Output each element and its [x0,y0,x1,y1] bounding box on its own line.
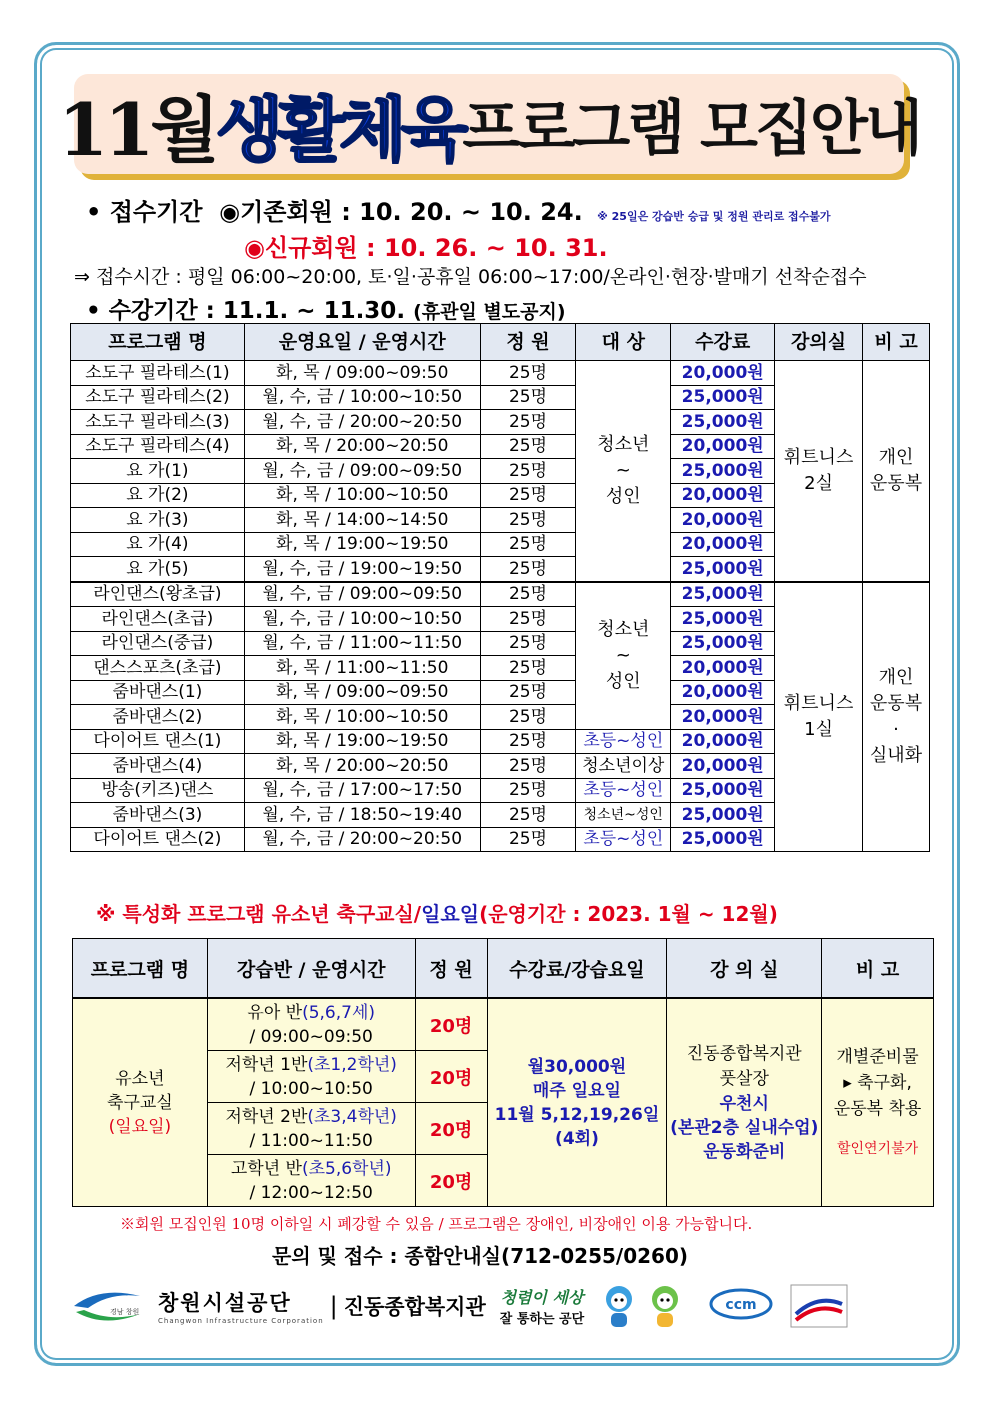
soccer-class: 저학년 1반(초1,2학년) / 10:00~10:50 [207,1051,415,1103]
program-fee: 20,000원 [671,361,775,386]
program-fee: 25,000원 [671,410,775,435]
program-capacity: 25명 [480,483,576,508]
program-fee: 20,000원 [671,656,775,681]
program-target: 초등~성인 [576,827,671,852]
program-capacity: 25명 [480,754,576,779]
soccer-program-name: 유소년 축구교실 (일요일) [73,998,208,1207]
program-row [71,361,930,386]
soccer-note: 개별준비물 ▸ 축구화, 운동복 착용 할인연기불가 [822,998,934,1207]
program-fee: 25,000원 [671,803,775,828]
program-time: 월, 수, 금 / 18:50~19:40 [244,803,480,828]
footer-divider: | [329,1292,338,1320]
program-fee: 25,000원 [671,827,775,852]
title-rest: 프로그램 모집안내 [462,94,920,164]
program-name: 요 가(2) [71,483,245,508]
program-capacity: 25명 [480,607,576,632]
program-name: 방송(키즈)댄스 [71,778,245,803]
program-capacity: 25명 [480,803,576,828]
program-name: 요 가(3) [71,508,245,533]
program-time: 화, 목 / 19:00~19:50 [244,729,480,754]
title-banner [58,74,920,174]
org2-name: 진동종합복지관 [343,1295,486,1319]
program-capacity: 25명 [480,508,576,533]
program-room: 휘트니스 1실 [775,582,863,852]
program-fee: 25,000원 [671,459,775,484]
program-capacity: 25명 [480,582,576,607]
program-note: 개인 운동복 · 실내화 [863,582,930,852]
program-time: 화, 목 / 09:00~09:50 [244,361,480,386]
program-name: 라인댄스(초급) [71,607,245,632]
soccer-room: 진동종합복지관 풋살장 우천시 (본관2층 실내수업) 운동화준비 [667,998,822,1207]
city-logo-icon [70,1284,144,1328]
program-time: 화, 목 / 20:00~20:50 [244,754,480,779]
program-time: 화, 목 / 19:00~19:50 [244,532,480,557]
program-name: 댄스스포츠(초급) [71,656,245,681]
program-target: 청소년이상 [576,754,671,779]
program-name: 라인댄스(중급) [71,631,245,656]
mascot-green-icon [646,1283,684,1329]
program-capacity: 25명 [480,459,576,484]
program-capacity: 25명 [480,827,576,852]
program-time: 월, 수, 금 / 09:00~09:50 [244,582,480,607]
program-capacity: 25명 [480,385,576,410]
program-fee: 25,000원 [671,385,775,410]
program-name: 소도구 필라테스(3) [71,410,245,435]
program-capacity: 25명 [480,410,576,435]
program-name: 다이어트 댄스(2) [71,827,245,852]
soccer-capacity: 20명 [415,1051,487,1103]
soccer-table-header: 프로그램 명 강습반 / 운영시간 정 원 수강료/강습요일 강 의 실 비 고 [73,939,934,999]
slogan: 청렴이 세상 잘 통하는 공단 [499,1288,585,1327]
program-fee: 25,000원 [671,607,775,632]
program-fee: 25,000원 [671,778,775,803]
footnote: ※회원 모집인원 10명 이하일 시 폐강할 수 있음 / 프로그램은 장애인, 비장애인 이용 가능합니다. [120,1215,753,1233]
program-target: 청소년~성인 [576,803,671,828]
svg-text:경남 창원: 경남 창원 [110,1308,140,1316]
program-note: 개인 운동복 [863,361,930,582]
program-fee: 20,000원 [671,680,775,705]
program-name: 다이어트 댄스(1) [71,729,245,754]
soccer-class: 유아 반(5,6,7세) / 09:00~09:50 [207,998,415,1051]
program-fee: 20,000원 [671,532,775,557]
registration-existing: • 접수기간 ◉기존회원 : 10. 20. ~ 10. 24. ※ 25일은 강습반 승급 및 정원 관리로 접수불가 [86,198,831,226]
soccer-table [72,938,934,1207]
program-time: 월, 수, 금 / 09:00~09:50 [244,459,480,484]
title-highlight: 생활체육 [215,88,463,171]
program-fee: 20,000원 [671,754,775,779]
footer [70,1280,940,1332]
soccer-capacity: 20명 [415,1155,487,1207]
program-name: 줌바댄스(4) [71,754,245,779]
program-capacity: 25명 [480,680,576,705]
program-fee: 25,000원 [671,582,775,607]
program-capacity: 25명 [480,631,576,656]
registration-hours: ⇒ 접수시간 : 평일 06:00~20:00, 토·일·공휴일 06:00~17:00/온라인·현장·발매기 선착순접수 [74,266,867,288]
program-capacity: 25명 [480,434,576,459]
program-time: 화, 목 / 10:00~10:50 [244,483,480,508]
program-name: 소도구 필라테스(2) [71,385,245,410]
program-table-header: 프로그램 명 운영요일 / 운영시간 정 원 대 상 수강료 강의실 비 고 [71,324,930,361]
mascot-blue-icon [600,1283,638,1329]
program-time: 월, 수, 금 / 17:00~17:50 [244,778,480,803]
program-capacity: 25명 [480,729,576,754]
program-name: 줌바댄스(1) [71,680,245,705]
program-fee: 25,000원 [671,631,775,656]
emblem-icon [790,1284,848,1328]
program-time: 월, 수, 금 / 10:00~10:50 [244,385,480,410]
title-month: 11월 [58,87,216,172]
program-row [71,582,930,607]
program-target: 청소년 ~ 성인 [576,582,671,730]
program-fee: 20,000원 [671,434,775,459]
program-capacity: 25명 [480,557,576,582]
program-capacity: 25명 [480,656,576,681]
program-time: 화, 목 / 14:00~14:50 [244,508,480,533]
program-room: 휘트니스 2실 [775,361,863,582]
program-table [70,323,930,852]
program-name: 요 가(5) [71,557,245,582]
program-fee: 20,000원 [671,483,775,508]
program-time: 월, 수, 금 / 20:00~20:50 [244,827,480,852]
program-time: 화, 목 / 11:00~11:50 [244,656,480,681]
soccer-fee: 월30,000원 매주 일요일 11월 5,12,19,26일(4회) [487,998,667,1207]
program-name: 소도구 필라테스(4) [71,434,245,459]
program-fee: 20,000원 [671,508,775,533]
svg-text:ccm: ccm [725,1297,757,1313]
program-name: 라인댄스(왕초급) [71,582,245,607]
program-capacity: 25명 [480,705,576,730]
program-time: 월, 수, 금 / 10:00~10:50 [244,607,480,632]
program-fee: 20,000원 [671,705,775,730]
soccer-capacity: 20명 [415,1103,487,1155]
ccm-logo-icon [706,1286,776,1326]
registration-new: ◉신규회원 : 10. 26. ~ 10. 31. [244,234,608,262]
soccer-capacity: 20명 [415,998,487,1051]
soccer-class: 저학년 2반(초3,4학년) / 11:00~11:50 [207,1103,415,1155]
program-fee: 25,000원 [671,557,775,582]
program-fee: 20,000원 [671,729,775,754]
program-time: 화, 목 / 20:00~20:50 [244,434,480,459]
registration-note: ※ 25일은 강습반 승급 및 정원 관리로 접수불가 [597,210,831,223]
program-capacity: 25명 [480,361,576,386]
program-name: 줌바댄스(3) [71,803,245,828]
contact-info: 문의 및 접수 : 종합안내실(712-0255/0260) [272,1244,689,1268]
program-target: 청소년 ~ 성인 [576,361,671,582]
special-program-title: ※ 특성화 프로그램 유소년 축구교실/일요일(운영기간 : 2023. 1월 ~ 12월) [96,902,778,926]
program-capacity: 25명 [480,778,576,803]
program-time: 월, 수, 금 / 11:00~11:50 [244,631,480,656]
soccer-class: 고학년 반(초5,6학년) / 12:00~12:50 [207,1155,415,1207]
program-time: 화, 목 / 10:00~10:50 [244,705,480,730]
program-name: 요 가(1) [71,459,245,484]
program-time: 화, 목 / 09:00~09:50 [244,680,480,705]
program-target: 초등~성인 [576,729,671,754]
org-name: 창원시설공단 Changwon Infrastructure Corporation [158,1291,324,1325]
program-time: 월, 수, 금 / 19:00~19:50 [244,557,480,582]
soccer-row [73,998,934,1051]
program-name: 줌바댄스(2) [71,705,245,730]
course-period: • 수강기간 : 11.1. ~ 11.30. (휴관일 별도공지) [86,298,566,324]
program-time: 월, 수, 금 / 20:00~20:50 [244,410,480,435]
program-capacity: 25명 [480,532,576,557]
program-name: 요 가(4) [71,532,245,557]
program-target: 초등~성인 [576,778,671,803]
program-name: 소도구 필라테스(1) [71,361,245,386]
